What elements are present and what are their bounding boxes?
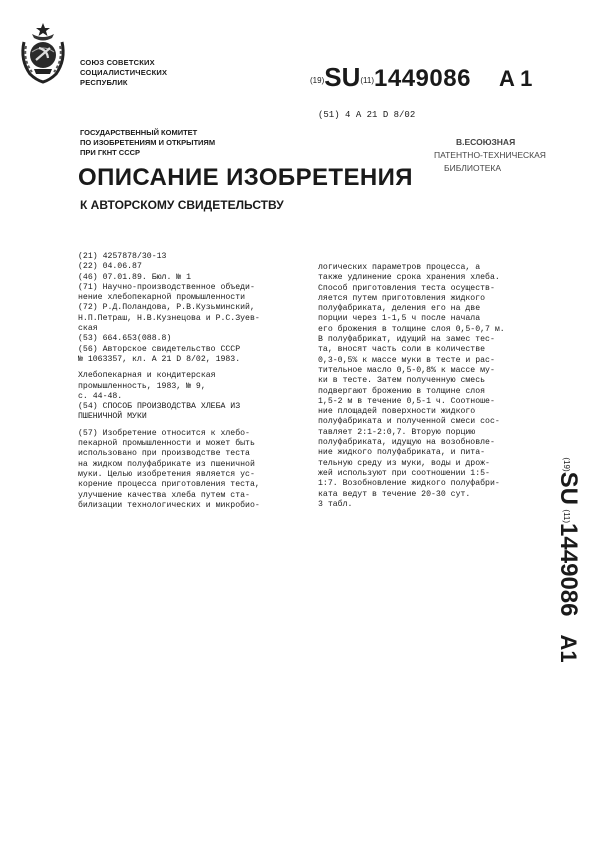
body-line: тавляет 2:1-2:0,7. Вторую порцию	[318, 427, 476, 437]
document-title: ОПИСАНИЕ ИЗОБРЕТЕНИЯ	[78, 164, 413, 191]
committee-line: ГОСУДАРСТВЕННЫЙ КОМИТЕТ	[80, 128, 198, 137]
body-line: 1,5-2 м в течение 0,5-1 ч. Соотноше-	[318, 396, 495, 406]
biblio-line: (53) 664.653(088.8)	[78, 334, 172, 344]
side-code-19: (19)	[562, 457, 571, 472]
stamp-line: В.ЕСОЮЗНАЯ	[456, 137, 516, 147]
body-line: тельную среду из муки, воды и дрож-	[318, 458, 490, 468]
body-line: ки в тесте. Затем полученную смесь	[318, 376, 486, 386]
side-kind-code: A1	[556, 634, 581, 663]
country-name-line: СОЦИАЛИСТИЧЕСКИХ	[80, 68, 168, 77]
patent-number: 1449086	[374, 65, 471, 92]
stamp-line: БИБЛИОТЕКА	[444, 163, 502, 173]
ipc-classification	[318, 110, 415, 120]
right-column	[318, 263, 548, 510]
body-line: ние жидкого полуфабриката, и пита-	[318, 448, 486, 458]
abstract-line: (57) Изобретение относится к хлебо-	[78, 428, 250, 438]
invention-title-line: (54) СПОСОБ ПРОИЗВОДСТВА ХЛЕБА ИЗ	[78, 402, 241, 412]
library-stamp	[434, 136, 554, 182]
biblio-line: (21) 4257878/30-13	[78, 252, 167, 261]
stamp-line: ПАТЕНТНО-ТЕХНИЧЕСКАЯ	[434, 150, 546, 160]
abstract-line: билизации технологических и микробио-	[78, 500, 260, 510]
body-line: 3 табл.	[318, 499, 353, 509]
body-line: В полуфабрикат, идущий на замес тес-	[318, 335, 495, 345]
body-line: 1:7. Возобновление жидкого полуфабри-	[318, 479, 500, 489]
body-line: ляется путем приготовления жидкого	[318, 293, 486, 303]
committee-line: ПО ИЗОБРЕТЕНИЯМ И ОТКРЫТИЯМ	[80, 138, 216, 147]
abstract-line: на жидком полуфабрикате из пшеничной	[78, 459, 255, 469]
reference-line: промышленность, 1983, № 9,	[78, 381, 206, 391]
biblio-line: Н.П.Петраш, Н.В.Кузнецова и Р.С.Зуев-	[78, 313, 260, 323]
code-51: (51) 4	[318, 110, 351, 120]
invention-title-line: ПШЕНИЧНОЙ МУКИ	[78, 412, 147, 422]
committee-line: ПРИ ГКНТ СССР	[80, 148, 141, 157]
biblio-line: (22) 04.06.87	[78, 262, 142, 272]
body-line: жей используют при соотношении 1:5-	[318, 468, 490, 478]
body-line: также удлинение срока хранения хлеба.	[318, 273, 500, 283]
abstract-line: корение процесса приготовления теста,	[78, 480, 260, 490]
abstract-line: улучшение качества хлеба путем ста-	[78, 490, 250, 500]
body-line: порции через 1-1,5 ч после начала	[318, 314, 481, 324]
code-11: (11)	[360, 76, 374, 85]
country-name-line: СОЮЗ СОВЕТСКИХ	[80, 58, 155, 67]
side-country-code: SU	[555, 471, 582, 505]
reference-line: с. 44-48.	[78, 391, 123, 401]
document-subtitle: К АВТОРСКОМУ СВИДЕТЕЛЬСТВУ	[80, 198, 284, 212]
abstract-line: использовано при производстве теста	[78, 449, 250, 459]
biblio-line: (46) 07.01.89. Бюл. № 1	[78, 272, 192, 282]
body-line: та, вносят часть соли в количестве	[318, 345, 486, 355]
body-line: подвергают брожению в толщине слоя	[318, 386, 486, 396]
biblio-line: ская	[78, 324, 98, 334]
body-line: ката ведут в течение 20-30 сут.	[318, 489, 471, 499]
country-code: SU	[324, 62, 361, 92]
biblio-line: (71) Научно-производственное объеди-	[78, 282, 255, 292]
body-line: полуфабриката и полученной смеси сос-	[318, 417, 500, 427]
biblio-line: (72) Р.Д.Поландова, Р.В.Кузьминский,	[78, 303, 255, 313]
ussr-emblem-icon	[14, 22, 72, 86]
code-19: (19)	[310, 76, 325, 85]
side-margin-number	[548, 440, 588, 680]
body-line: Способ приготовления теста осуществ-	[318, 283, 495, 293]
abstract-line: муки. Целью изобретения является ус-	[78, 469, 255, 479]
body-line: полуфабриката, идущую на возобновле-	[318, 438, 495, 448]
side-patent-number: 1449086	[555, 523, 582, 617]
body-line: полуфабриката, деления его на две	[318, 304, 481, 314]
committee-name	[80, 128, 215, 158]
country-name	[80, 58, 167, 88]
body-line: его брожения в толщине слоя 0,5-0,7 м.	[318, 324, 505, 334]
biblio-line: нение хлебопекарной промышленности	[78, 293, 246, 303]
country-name-line: РЕСПУБЛИК	[80, 78, 128, 87]
body-line: логических параметров процесса, а	[318, 263, 481, 272]
reference-line: Хлебопекарная и кондитерская	[78, 371, 216, 381]
body-line: тительное масло 0,5-0,8% к массе му-	[318, 365, 495, 375]
left-column	[78, 252, 306, 511]
abstract-line: пекарной промышленности и может быть	[78, 439, 255, 449]
biblio-line: (56) Авторское свидетельство СССР	[78, 344, 241, 354]
ipc-code: А 21 D 8/02	[355, 110, 416, 120]
kind-code: A 1	[498, 66, 533, 91]
patent-number-header	[310, 62, 532, 93]
body-line: 0,3-0,5% к массе муки в тесте и рас-	[318, 355, 495, 365]
body-line: ние площадей поверхности жидкого	[318, 407, 476, 417]
side-code-11: (11)	[562, 509, 571, 524]
biblio-line: № 1063357, кл. А 21 D 8/02, 1983.	[78, 354, 241, 364]
